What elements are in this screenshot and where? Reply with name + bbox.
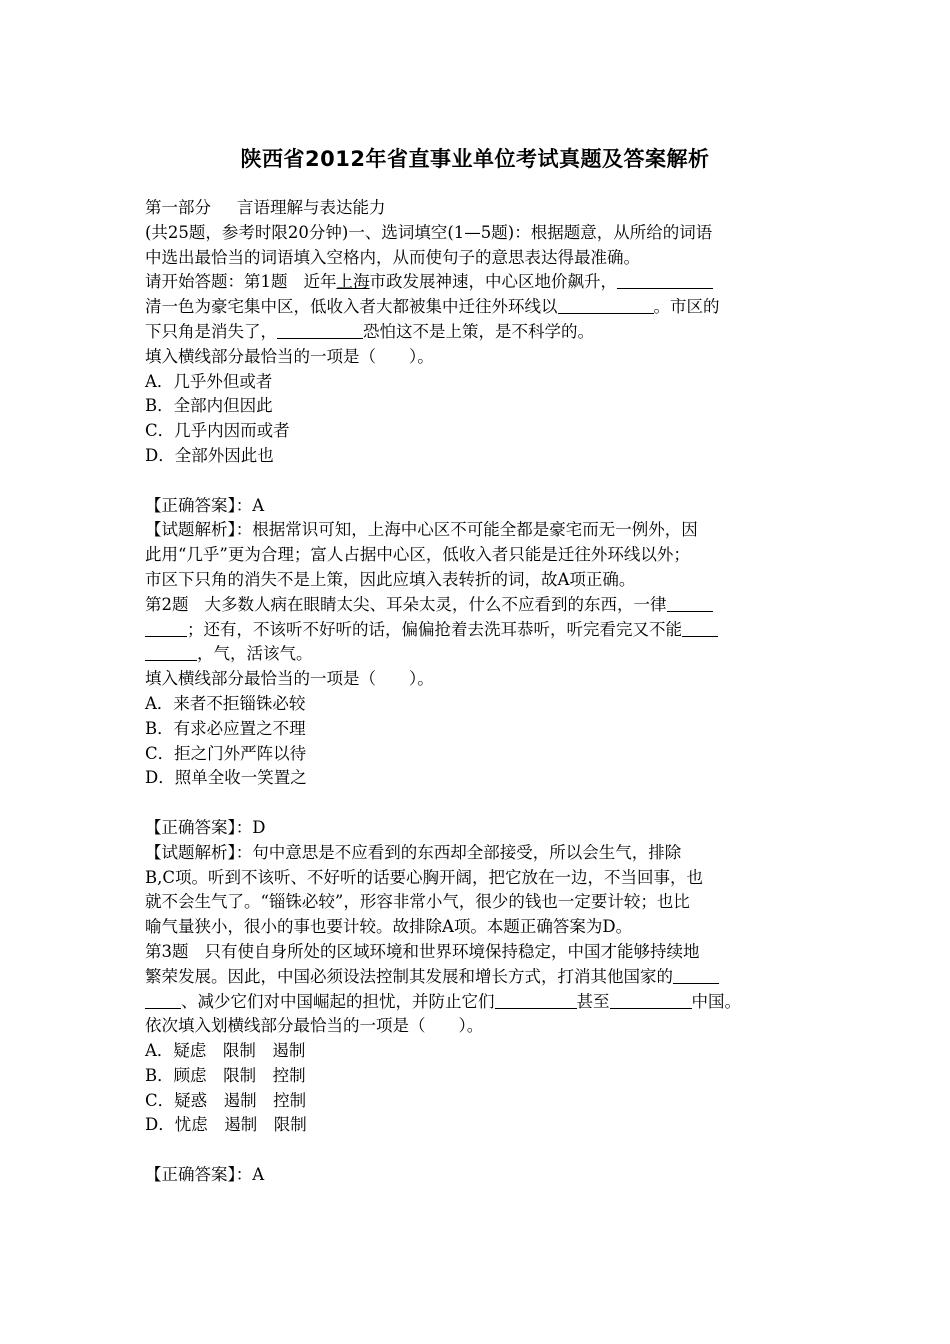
question-stem-line: 清一色为豪宅集中区，低收入者大都被集中迁往外环线以 。市区的 [145, 297, 720, 317]
analysis-line: 此用“几乎”更为合理；富人占据中心区，低收入者只能是迁往外环线以外； [145, 545, 690, 565]
analysis-line: 就不会生气了。“锱铢必较”，形容非常小气，很少的钱也一定要计较；也比 [145, 892, 690, 912]
fill-blank [617, 272, 713, 289]
document-title: 陕西省2012年省直事业单位考试真题及答案解析 [240, 147, 710, 171]
option-c: C．拒之门外严阵以待 [145, 743, 307, 763]
question-number: 第3题 [145, 941, 189, 961]
option-b: B．顾虑 限制 控制 [145, 1065, 306, 1085]
fill-blank [145, 992, 181, 1009]
option-d: D．忧虑 遏制 限制 [145, 1115, 307, 1135]
option-b: B．全部内但因此 [145, 396, 273, 416]
section-header [145, 196, 810, 221]
answer-value: D [252, 817, 266, 837]
analysis-line: 【试题解析】：根据常识可知，上海中心区不可能全都是豪宅而无一例外，因 [145, 520, 698, 540]
fill-blank [145, 620, 187, 637]
analysis-line: 市区下只角的消失不是上策，因此应填入表转折的词，故A项正确。 [145, 569, 636, 589]
question-prompt: 填入横线部分最恰当的一项是（ ）。 [145, 346, 434, 366]
analysis-line: 喻气量狭小，很小的事也要计较。故排除A项。本题正确答案为D。 [145, 917, 633, 937]
correct-answer: 【正确答案】：D [145, 817, 266, 837]
question-number: 第2题 [145, 594, 189, 614]
question-stem-line: ；还有，不该听不好听的话，偏偏抢着去洗耳恭听，听完看完又不能 [145, 618, 810, 643]
fill-blank [682, 620, 718, 637]
question-stem-line: 、减少它们对中国崛起的担忧，并防止它们 甚至 中国。 [145, 990, 810, 1015]
fill-blank [558, 297, 654, 314]
fill-blank [277, 322, 363, 339]
question-stem-line: 第3题 只有使自身所处的区域环境和世界环境保持稳定，中国才能够持续地 [145, 941, 700, 961]
analysis-line: B,C项。听到不该听、不好听的话要心胸开阔，把它放在一边，不当回事，也 [145, 867, 703, 887]
question-3 [145, 940, 810, 1188]
part-label: 第一部分 [145, 198, 211, 217]
answer-value: A [252, 495, 265, 515]
question-number: 请开始答题：第1题 [145, 272, 288, 292]
question-stem-line: ，气，活该气。 [145, 642, 810, 667]
option-a: A．疑虑 限制 遏制 [145, 1041, 306, 1061]
answer-value: A [252, 1165, 265, 1185]
question-stem-line: 请开始答题：第1题 近年上海市政发展神速，中心区地价飙升， [145, 270, 810, 295]
question-1 [145, 270, 810, 592]
question-stem-line: 下只角是消失了， 恐怕这不是上策，是不科学的。 [145, 321, 594, 341]
part-name: 言语理解与表达能力 [237, 198, 386, 217]
underlined-text: 上海 [336, 272, 370, 292]
fill-blank [673, 967, 719, 984]
question-prompt: 填入横线部分最恰当的一项是（ ）。 [145, 669, 434, 689]
option-c: C．疑惑 遏制 控制 [145, 1090, 307, 1110]
question-stem-line: 繁荣发展。因此，中国必须设法控制其发展和增长方式，打消其他国家的 [145, 965, 810, 990]
correct-answer: 【正确答案】：A [145, 1165, 265, 1185]
option-d: D．全部外因此也 [145, 445, 274, 465]
question-prompt: 依次填入划横线部分最恰当的一项是（ ）。 [145, 1016, 484, 1036]
fill-blank [667, 595, 713, 612]
option-a: A．来者不拒锱铢必较 [145, 693, 306, 713]
option-c: C．几乎内因而或者 [145, 421, 290, 441]
intro-line-1: (共25题，参考时限20分钟)一、选词填空(1—5题)：根据题意，从所给的词语 [145, 222, 713, 242]
option-b: B．有求必应置之不理 [145, 718, 306, 738]
question-2 [145, 593, 810, 940]
fill-blank [145, 644, 197, 661]
intro-line-2: 中选出最恰当的词语填入空格内，从而使句子的意思表达得最准确。 [145, 247, 640, 267]
option-d: D．照单全收一笑置之 [145, 768, 307, 788]
fill-blank [610, 992, 692, 1009]
document-body [145, 196, 810, 1188]
analysis-line: 【试题解析】：句中意思是不应看到的东西却全部接受，所以会生气，排除 [145, 842, 682, 862]
correct-answer: 【正确答案】：A [145, 495, 265, 515]
fill-blank [495, 992, 577, 1009]
question-stem-line: 第2题 大多数人病在眼睛太尖、耳朵太灵，什么不应看到的东西，一律 [145, 593, 810, 618]
option-a: A．几乎外但或者 [145, 371, 273, 391]
